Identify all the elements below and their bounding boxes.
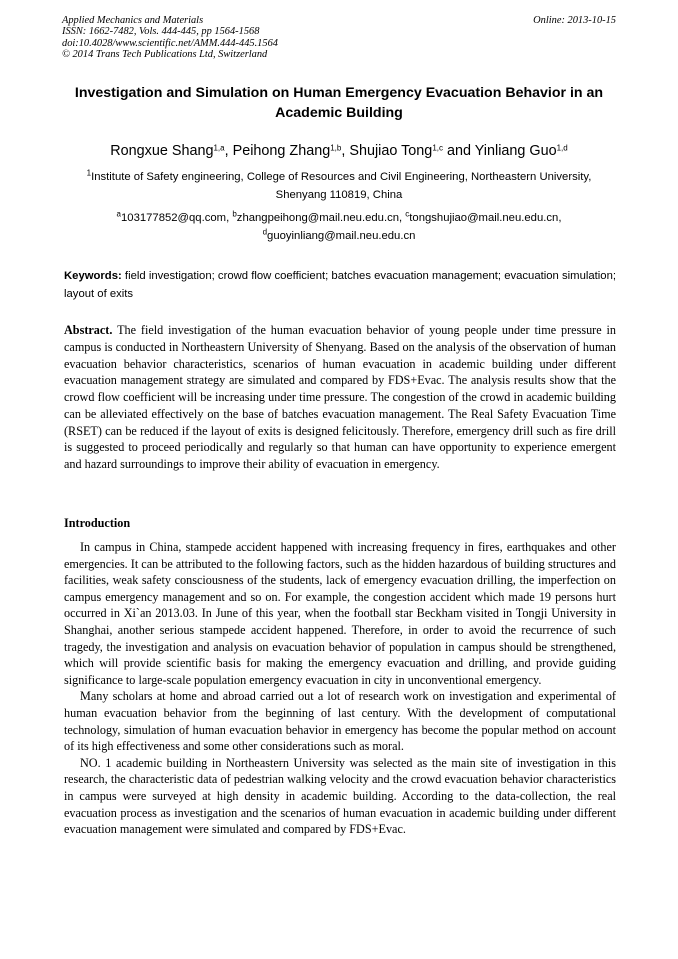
email: $^b$zhangpeihong@mail.neu.edu.cn, — [232, 209, 406, 224]
section-heading-introduction: Introduction — [64, 516, 131, 530]
abstract-label: Abstract. — [64, 323, 113, 337]
introduction-body — [64, 539, 616, 838]
online-date: Online: 2013-10-15 — [533, 15, 616, 26]
author: Rongxue Shang$^{1,a}$, — [110, 143, 233, 159]
email: $^a$103177852@qq.com, — [116, 209, 233, 224]
paragraph: NO. 1 academic building in Northeastern University was selected as the main site of investigation in this research, the characteristic data of pedestrian walking velocity and the crowd evacuation behavior characteristics in campus were surveyed at high density in academic building. According to the data-collection, the real evacuation process as investigation and the scenarios of human evacuation in academic building under different evacuation management were simulated and compared by FDS+Evac. — [64, 755, 616, 837]
issn-line: ISSN: 1662-7482, Vols. 444-445, pp 1564-1568 — [62, 26, 260, 38]
email: $^c$tongshujiao@mail.neu.edu.cn, — [405, 209, 562, 224]
author: Yinliang Guo$^{1,d}$ — [474, 143, 568, 159]
email: $^d$guoyinliang@mail.neu.edu.cn — [262, 227, 416, 242]
abstract — [64, 322, 616, 473]
email-list — [64, 209, 614, 245]
author: Peihong Zhang$^{1,b}$, — [232, 143, 350, 159]
paper-title: Investigation and Simulation on Human Emergency Evacuation Behavior in an Academic Building — [74, 85, 604, 121]
paragraph: In campus in China, stampede accident happened with increasing frequency in fires, earthquakes and other emergencies. It can be attributed to the following factors, such as the hidden hazardous of building structures and facilities, weak safety consciousness of the students, lack of emergency evacuation drilling, the imperfection on campus emergency management and so on. For example, the congestion accident which made 19 persons hurt occurred in Xi`an 2013.03. In June of this year, when the football star Beckham visited in Tongji University in Shanghai, another serious stampede accident happened. Therefore, in order to avoid the recurrence of such tragedy, the investigation and analysis on evacuation behavior of population in campus should be strengthened, which will provide scientific basis for making the emergency evacuation and drilling, and provide guiding significance to large-scale population emergency evacuation in city in unconventional emergency. — [64, 540, 616, 687]
abstract-text: The field investigation of the human evacuation behavior of young people under time pressure in campus is conducted in Northeastern University of Shenyang. Based on the analysis of the observation of human evacuation behavior characteristics, scenarios of human evacuation in academic building under different evacuation management strategy are simulated and compared by FDS+Evac. The analysis results show that the crowd flow coefficient will be increasing under time pressure. The congestion of the crowd in academic building can be alleviated effectively on the base of batches evacuation management. The Real Safety Evacuation Time (RSET) can be reduced if the layout of exits is designed felicitously. Therefore, emergency drill such as fire drill is suggested to proceed periodically and regularly so that human can have opportunity to experience emergent and hazard surroundings to improve their ability of evacuation in emergency. — [64, 323, 616, 471]
author: Shujiao Tong$^{1,c}$ and — [349, 143, 475, 159]
keywords-label: Keywords: — [64, 270, 122, 282]
affiliation: $^1$Institute of Safety engineering, College of Resources and Civil Engineering, Northeastern University, Shenyang 110819, China — [86, 168, 592, 201]
author-list — [64, 142, 614, 160]
paragraph: Many scholars at home and abroad carried out a lot of research work on investigation and experimental of human evacuation behavior from the beginning of last century. With the development of computational technology, simulation of human evacuation behavior in emergency has become the popular method on account of its high effectiveness and some other considerations such as moral. — [64, 689, 616, 754]
keywords — [64, 267, 616, 303]
keywords-text: field investigation; crowd flow coefficient; batches evacuation management; evacuation simulation; layout of exits — [64, 270, 616, 300]
journal-header — [62, 15, 622, 61]
journal-name: Applied Mechanics and Materials — [62, 15, 204, 26]
doi-line: doi:10.4028/www.scientific.net/AMM.444-445.1564 — [62, 37, 278, 49]
copyright-line: © 2014 Trans Tech Publications Ltd, Switzerland — [62, 49, 268, 61]
